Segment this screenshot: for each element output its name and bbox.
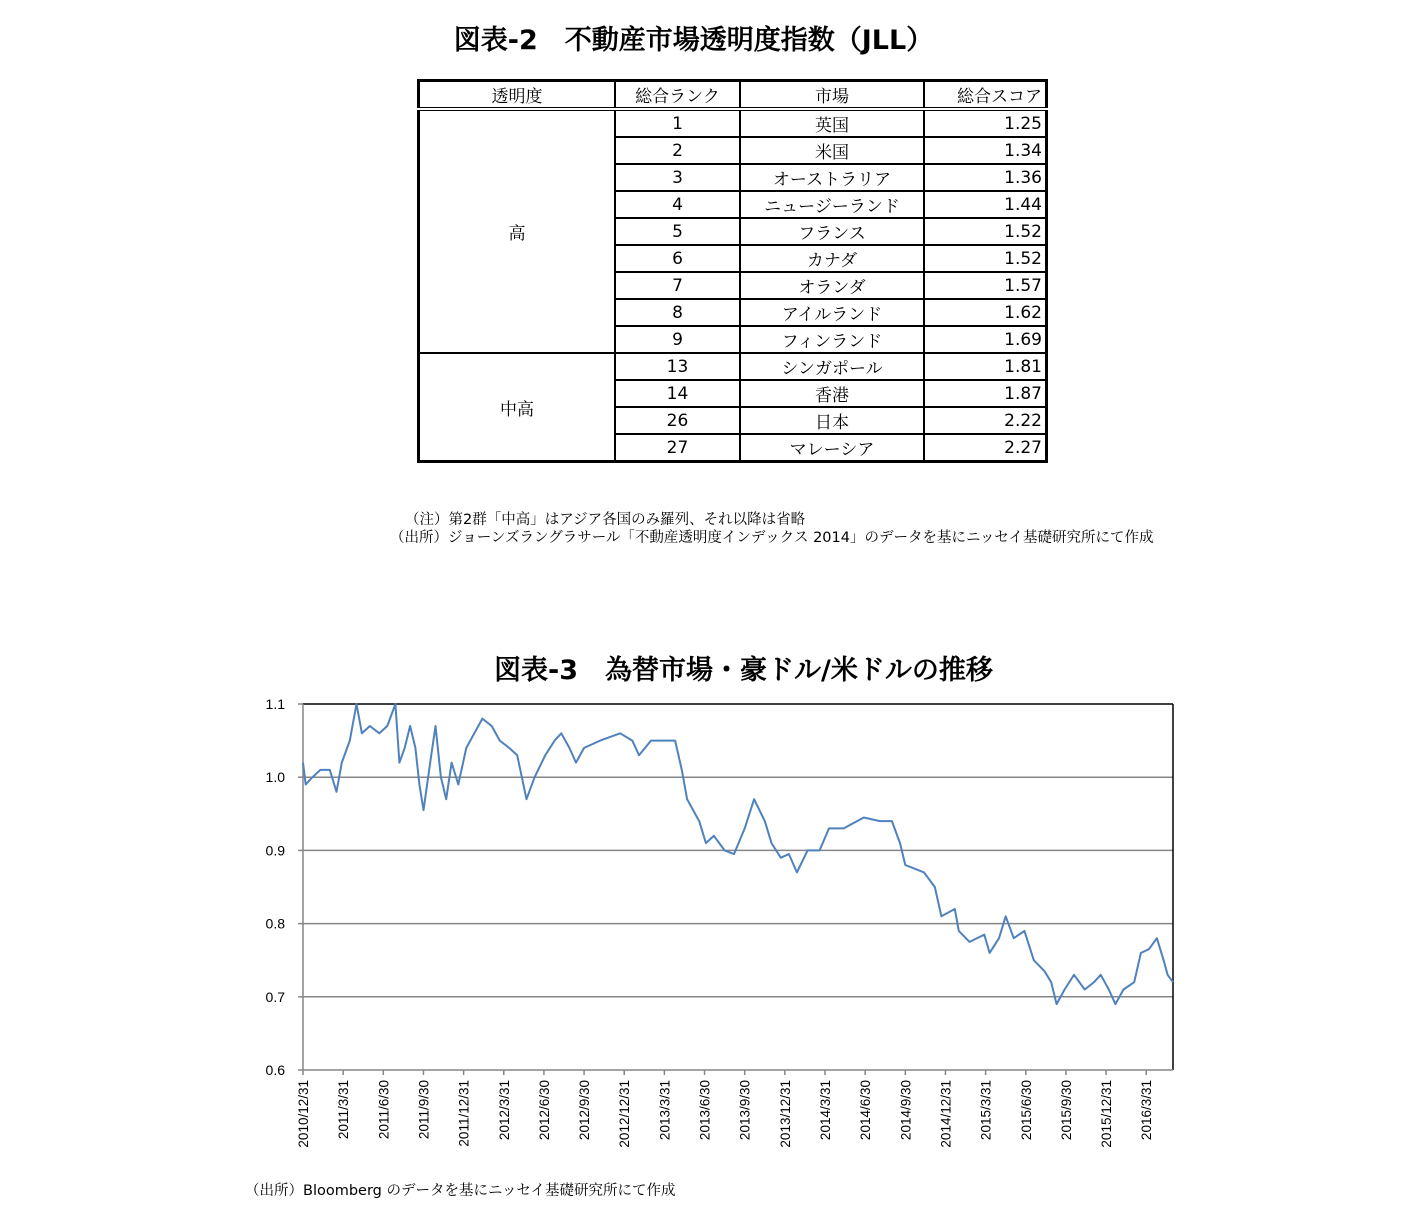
rank-cell: 2 [615, 137, 740, 164]
y-tick-label: 0.8 [265, 915, 285, 932]
table-source: （出所）ジョーンズラングラサール「不動産透明度インデックス 2014」のデータを基にニッセイ基礎研究所にて作成 [390, 530, 1154, 546]
x-tick-label: 2011/12/31 [456, 1080, 472, 1147]
x-tick-label: 2014/6/30 [858, 1080, 874, 1141]
column-header: 透明度 [419, 81, 616, 110]
market-cell: 日本 [740, 407, 924, 434]
rank-cell: 5 [615, 218, 740, 245]
rank-cell: 27 [615, 434, 740, 462]
market-cell: マレーシア [740, 434, 924, 462]
x-tick-label: 2015/3/31 [978, 1080, 994, 1141]
score-cell: 1.34 [924, 137, 1047, 164]
x-tick-label: 2011/9/30 [416, 1080, 432, 1140]
chart-title: 図表-3 為替市場・豪ドル/米ドルの推移 [494, 655, 993, 686]
x-tick-label: 2013/3/31 [657, 1080, 673, 1141]
market-cell: 米国 [740, 137, 924, 164]
x-tick-label: 2013/9/30 [737, 1080, 753, 1141]
score-cell: 1.52 [924, 245, 1047, 272]
score-cell: 2.22 [924, 407, 1047, 434]
x-tick-label: 2015/12/31 [1099, 1080, 1115, 1148]
x-tick-label: 2011/6/30 [376, 1080, 392, 1140]
x-tick-label: 2013/12/31 [777, 1080, 793, 1148]
y-tick-label: 0.9 [265, 842, 285, 859]
x-tick-label: 2015/9/30 [1058, 1080, 1074, 1141]
market-cell: カナダ [740, 245, 924, 272]
y-tick-label: 0.7 [265, 988, 285, 1005]
market-cell: ニュージーランド [740, 191, 924, 218]
score-cell: 1.62 [924, 299, 1047, 326]
rank-cell: 9 [615, 326, 740, 353]
rank-cell: 7 [615, 272, 740, 299]
score-cell: 1.25 [924, 109, 1047, 137]
x-tick-label: 2012/9/30 [577, 1080, 593, 1141]
x-tick-label: 2014/9/30 [898, 1080, 914, 1141]
rank-cell: 8 [615, 299, 740, 326]
x-tick-label: 2012/3/31 [496, 1080, 512, 1141]
market-cell: オーストラリア [740, 164, 924, 191]
rank-cell: 13 [615, 353, 740, 380]
x-tick-label: 2010/12/31 [296, 1080, 311, 1148]
x-tick-label: 2014/12/31 [938, 1080, 954, 1148]
column-header: 総合スコア [924, 81, 1047, 110]
transparency-group: 高 [419, 109, 616, 353]
x-tick-label: 2012/12/31 [617, 1080, 633, 1148]
score-cell: 1.52 [924, 218, 1047, 245]
x-tick-label: 2015/6/30 [1018, 1080, 1034, 1141]
rank-cell: 14 [615, 380, 740, 407]
x-tick-label: 2011/3/31 [336, 1080, 352, 1140]
market-cell: アイルランド [740, 299, 924, 326]
score-cell: 1.57 [924, 272, 1047, 299]
market-cell: フランス [740, 218, 924, 245]
series-line-audusd [303, 704, 1173, 1004]
column-header: 市場 [740, 81, 924, 110]
market-cell: オランダ [740, 272, 924, 299]
rank-cell: 3 [615, 164, 740, 191]
score-cell: 2.27 [924, 434, 1047, 462]
table-note: （注）第2群「中高」はアジア各国のみ羅列、それ以降は省略 [405, 512, 806, 528]
score-cell: 1.87 [924, 380, 1047, 407]
score-cell: 1.69 [924, 326, 1047, 353]
y-tick-label: 0.6 [265, 1062, 285, 1078]
table-title: 図表-2 不動産市場透明度指数（JLL） [453, 25, 934, 56]
x-tick-label: 2012/6/30 [536, 1080, 552, 1141]
x-tick-label: 2016/3/31 [1139, 1080, 1155, 1141]
score-cell: 1.36 [924, 164, 1047, 191]
market-cell: フィンランド [740, 326, 924, 353]
chart-source: （出所）Bloomberg のデータを基にニッセイ基礎研究所にて作成 [245, 1183, 676, 1199]
rank-cell: 4 [615, 191, 740, 218]
market-cell: シンガポール [740, 353, 924, 380]
market-cell: 香港 [740, 380, 924, 407]
score-cell: 1.44 [924, 191, 1047, 218]
y-tick-label: 1.0 [265, 769, 285, 786]
rank-cell: 26 [615, 407, 740, 434]
score-cell: 1.81 [924, 353, 1047, 380]
y-tick-label: 1.1 [265, 696, 285, 712]
rank-cell: 6 [615, 245, 740, 272]
x-tick-label: 2013/6/30 [697, 1080, 713, 1141]
column-header: 総合ランク [615, 81, 740, 110]
transparency-group: 中高 [419, 353, 616, 462]
market-cell: 英国 [740, 109, 924, 137]
x-tick-label: 2014/3/31 [818, 1080, 833, 1141]
rank-cell: 1 [615, 109, 740, 137]
